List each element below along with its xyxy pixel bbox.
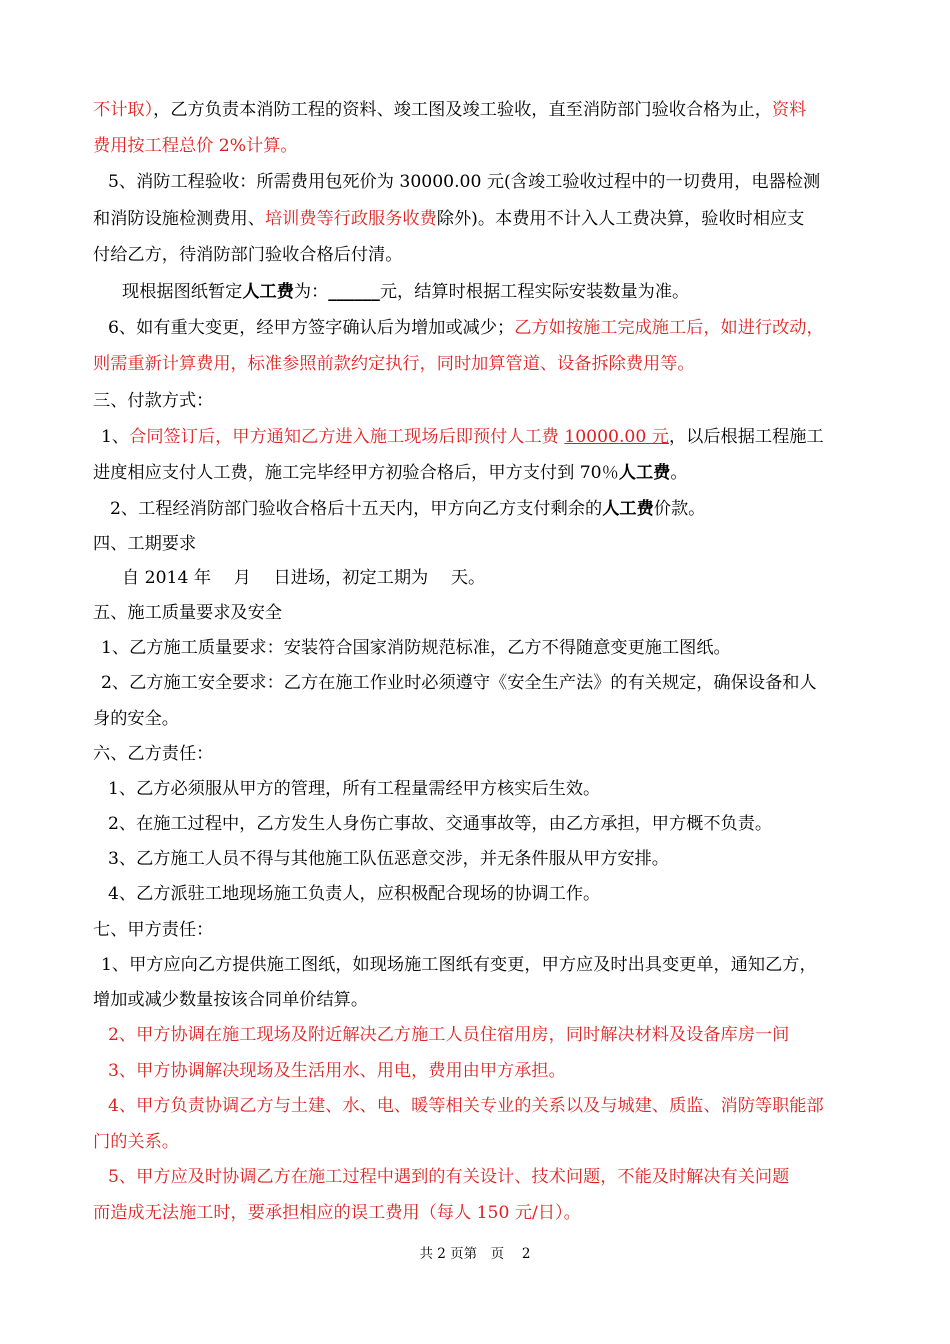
text: 除外)。本费用不计入人工费决算，验收时相应支 (436, 209, 805, 229)
red-text: 合同签订后，甲方通知乙方进入施工现场后即预付人工费 (129, 427, 565, 447)
text: ，以后根据工程施工 (668, 427, 824, 447)
paragraph-line: 1、甲方应向乙方提供施工图纸，如现场施工图纸有变更，甲方应及时出具变更单，通知乙方， (101, 955, 817, 975)
paragraph-line: 5、甲方应及时协调乙方在施工过程中遇到的有关设计、技术问题，不能及时解决有关问题 (108, 1167, 790, 1187)
paragraph-line: 2、乙方施工安全要求：乙方在施工作业时必须遵守《安全生产法》的有关规定，确保设备和人 (101, 673, 817, 693)
text: 。 (670, 463, 688, 483)
paragraph-line: 1、乙方施工质量要求：安装符合国家消防规范标准，乙方不得随意变更施工图纸。 (101, 638, 731, 658)
text: 元，结算时根据工程实际安装数量为准。 (379, 282, 690, 302)
bold-text: 人工费 (618, 463, 671, 483)
text: 和消防设施检测费用、 (93, 209, 265, 229)
paragraph-line: 付给乙方，待消防部门验收合格后付清。 (93, 245, 403, 265)
paragraph-line (0, 316, 950, 340)
paragraph-line: 2、在施工过程中，乙方发生人身伤亡事故、交通事故等，由乙方承担，甲方概不负责。 (108, 814, 773, 834)
paragraph-line: 3、甲方协调解决现场及生活用水、用电，费用由甲方承担。 (108, 1061, 566, 1081)
paragraph-line: 则需重新计算费用，标准参照前款约定执行，同时加算管道、设备拆除费用等。 (93, 354, 695, 374)
text: 6、如有重大变更，经甲方签字确认后为增加或减少； (108, 318, 515, 338)
section-heading: 四、工期要求 (93, 534, 197, 554)
red-text: 乙方如按施工完成施工后，如进行改动， (514, 318, 824, 338)
red-text: 培训费等行政服务收费 (264, 209, 437, 229)
text: 1、 (101, 427, 130, 447)
paragraph-line: 4、乙方派驻工地现场施工负责人，应积极配合现场的协调工作。 (108, 884, 601, 904)
paragraph-line: 而造成无法施工时，要承担相应的误工费用（每人 150 元/日）。 (93, 1203, 581, 1223)
red-text: 资料 (771, 100, 807, 120)
paragraph-line (0, 98, 950, 122)
paragraph-line: 身的安全。 (93, 709, 179, 729)
paragraph-line: 1、乙方必须服从甲方的管理，所有工程量需经甲方核实后生效。 (108, 779, 601, 799)
paragraph-line: 增加或减少数量按该合同单价结算。 (93, 990, 369, 1010)
text: 进度相应支付人工费，施工完毕经甲方初验合格后，甲方支付到 70％ (93, 463, 619, 483)
text: 价款。 (653, 499, 706, 519)
paragraph-line (0, 425, 950, 449)
paragraph-line: 门的关系。 (93, 1132, 179, 1152)
paragraph-line (0, 207, 950, 231)
section-heading: 三、付款方式： (93, 391, 214, 411)
blank-field: ______ (328, 282, 380, 302)
paragraph-line: 4、甲方负责协调乙方与土建、水、电、暖等相关专业的关系以及与城建、质监、消防等职能部 (108, 1096, 824, 1116)
paragraph-line (0, 497, 950, 521)
red-text: 不计取） (93, 100, 154, 120)
text: 为： (293, 282, 329, 302)
underlined-amount: 10000.00 元 (564, 427, 669, 447)
bold-text: 人工费 (242, 282, 294, 302)
paragraph-line: 费用按工程总价 2%计算。 (93, 136, 298, 156)
paragraph-line: 3、乙方施工人员不得与其他施工队伍恶意交涉，并无条件服从甲方安排。 (108, 849, 669, 869)
paragraph-line (0, 461, 950, 485)
paragraph-line (0, 280, 950, 304)
section-heading: 五、施工质量要求及安全 (93, 603, 283, 623)
paragraph-line: 自 2014 年 月 日进场，初定工期为 天。 (122, 568, 486, 588)
paragraph-line: 2、甲方协调在施工现场及附近解决乙方施工人员住宿用房，同时解决材料及设备库房一间 (108, 1025, 790, 1045)
paragraph-line: 5、消防工程验收：所需费用包死价为 30000.00 元(含竣工验收过程中的一切费用，电器检测 (108, 172, 821, 192)
section-heading: 六、乙方责任： (93, 744, 214, 764)
text: ，乙方负责本消防工程的资料、竣工图及竣工验收，直至消防部门验收合格为止， (153, 100, 772, 120)
page-footer: 共 2 页第 页 2 (419, 1246, 531, 1262)
section-heading: 七、甲方责任： (93, 920, 214, 940)
bold-text: 人工费 (602, 499, 654, 519)
text: 2、工程经消防部门验收合格后十五天内，甲方向乙方支付剩余的 (110, 499, 603, 519)
text: 现根据图纸暂定 (122, 282, 243, 302)
